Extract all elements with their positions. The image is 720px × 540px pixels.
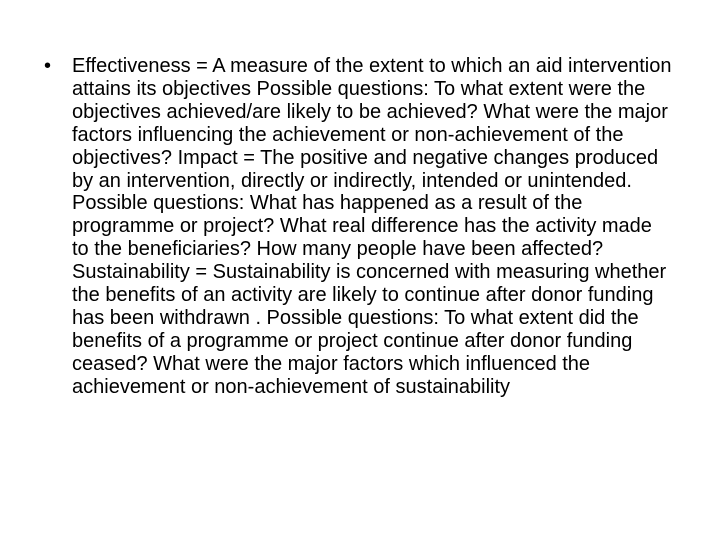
bullet-item [44, 55, 674, 399]
bullet-text: Effectiveness = A measure of the extent to which an aid intervention attains its objectives Possible questions: To what extent were the objectives achieved/are likely to be achieved? What were the major factors influencing the achievement or non-achievement of the objectives? Impact = The positive and negative changes produced by an intervention, directly or indirectly, intended or unintended. Possible questions: What has happened as a result of the programme or project? What real difference has the activity made to the beneficiaries? How many people have been affected? Sustainability = Sustainability is concerned with measuring whether the benefits of an activity are likely to continue after donor funding has been withdrawn . Possible questions: To what extent did the benefits of a programme or project continue after donor funding ceased? What were the major factors which influenced the achievement or non-achievement of sustainability [72, 55, 672, 398]
bullet-list [44, 55, 674, 399]
bullet-marker: • [44, 55, 52, 77]
